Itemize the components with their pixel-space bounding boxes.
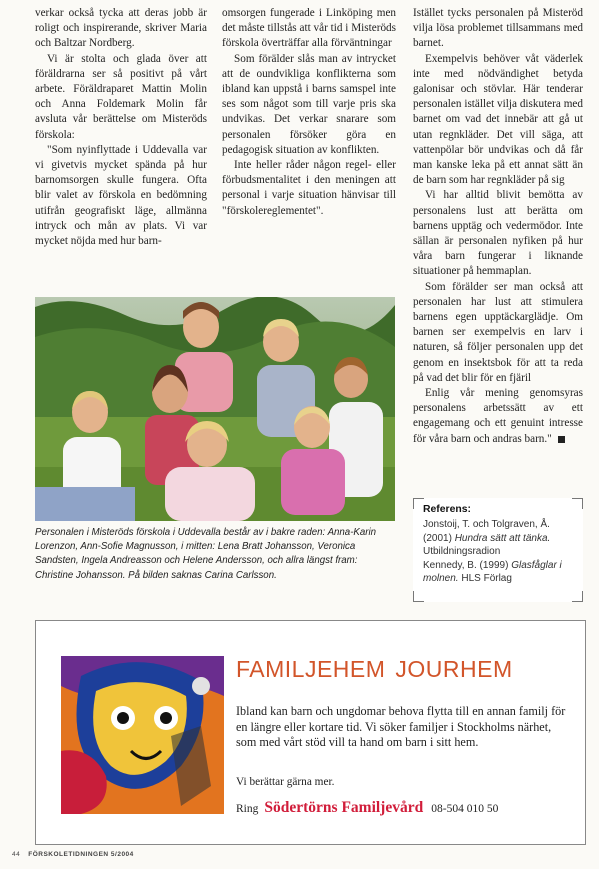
reference-publisher: Utbildningsradion	[423, 546, 501, 558]
paragraph: "Som nyinflyttade i Uddevalla var vi givetvis mycket spända på hur barnomsorgen skulle fungera. Ofta blir valet av förskola en bedömning utifrån geografiskt läge, allmänna intryck och mån av plats. Vi var mycket nöjda med hur barn-	[35, 143, 207, 248]
ad-phone[interactable]: 08-504 010 50	[431, 803, 499, 815]
paragraph-last	[413, 386, 583, 447]
paragraph: Exempelvis behöver våt väderlek inte med nödvändighet betyda galonisar och stövlar. Här tenderar personalen istället vilja diskutera med barnet om vad det innebär att gå ut utan regnkläder. Det vill säga, att vattenpölar bör undvikas och då får man kanske leka på ett annat sätt än de barn som har regnkläder på sig	[413, 52, 583, 187]
ad-body: Ibland kan barn och ungdomar behova flytta till en annan familj för en längre eller kortare tid. Vi söker familjer i Stockholms närhet, som med vårt stöd vill ta hand om barn i sitt hem.	[236, 704, 566, 749]
paragraph: Inte heller råder någon regel- eller förbudsmentalitet i den meningen att personal i varje situation hänvisar till "förskolereglementet".	[222, 159, 396, 217]
ad-small-text: Vi berättar gärna mer.	[236, 776, 335, 788]
paragraph: Vi har alltid blivit bemötta av personalens lust att berätta om barnens upptäg och vedermödor. Inte sällan är personalen nyfiken på hur våra barn fungerar i liknande situationer på hemmaplan.	[413, 189, 583, 278]
photo-caption: Personalen i Misteröds förskola i Uddevalla består av i bakre raden: Anna-Karin Lorenzon, Ann-Sofie Magnusson, i mitten: Lena Bratt Johansson, Veronica Sandsten, Ingela Andreasson och Helene Andersson, och allra längst fram: Christine Johansson. På bilden saknas Carina Carlsson.	[35, 527, 377, 581]
staff-photo-illustration	[35, 297, 395, 521]
paragraph: verkar också tycka att deras jobb är roligt och inspirerande, skriver Maria och Baltzar Nordberg.	[35, 7, 207, 50]
ad-brand-name: Södertörns Familjevård	[264, 799, 424, 816]
ad-artwork	[61, 656, 224, 814]
paragraph: Som förälder slås man av intrycket att de oundvikliga konflikterna som ibland kan uppstå i barns samspel inte ses som något som till varje pris ska undvikas. Det verkar snarare som personalen försöker göra en pedagogisk situation av konflikten.	[222, 52, 396, 156]
advertisement	[35, 620, 586, 845]
article-column-3	[413, 6, 583, 447]
paragraph: Istället tycks personalen på Misteröd vilja lösa problemet tillsammans med barnet.	[413, 7, 583, 50]
corner-mark	[572, 498, 583, 509]
reference-box	[413, 498, 583, 602]
corner-mark	[413, 591, 424, 602]
paragraph: omsorgen fungerade i Linköping men det måste tillstås att vår tid i Misteröds förskola överträffar alla förväntningar	[222, 7, 396, 50]
paragraph: Vi är stolta och glada över att föräldrarna ser så positivt på vårt arbete. Föräldraparet Mattin Molin och Anna Foldemark Molin får avsluta vår berättelse om Misteröds förskola:	[35, 52, 207, 141]
reference-title: Referens:	[423, 504, 471, 515]
ad-title-jourhem: JOURHEM	[395, 656, 513, 682]
reference-book-title: Hundra sätt att tänka.	[454, 532, 551, 544]
paragraph: Som förälder ser man också att personalen har lust att stimulera barnens egen upptäckarglädje. Om barnen ser exempelvis en larv i naturen, så följer personalen upp det genom en insektsbok för att ta reda på vad det blir för en fjäril	[413, 280, 583, 384]
paragraph-text: Enlig vår mening genomsyras personalens arbetssätt av ett engagemang och ett genuint intresse för våra barn och andras barn."	[413, 387, 583, 445]
end-mark-icon	[558, 436, 565, 443]
ad-contact	[236, 799, 498, 817]
reference-publisher: HLS Förlag	[458, 573, 512, 585]
ad-ring-label: Ring	[236, 803, 259, 815]
reference-book-title: Glasfåglar i molnen.	[423, 559, 562, 585]
reference-authors: Jonstoij, T. och Tolgraven, Å. (2001)	[423, 519, 550, 544]
ad-title	[236, 656, 513, 683]
reference-item	[423, 518, 577, 558]
corner-mark	[413, 498, 424, 509]
magazine-name: FÖRSKOLETIDNINGEN 5/2004	[28, 851, 134, 858]
reference-item	[423, 559, 577, 586]
page-number: 44	[12, 851, 21, 858]
corner-mark	[572, 591, 583, 602]
ad-title-familjehem: FAMILJEHEM	[236, 656, 386, 682]
staff-photo	[35, 297, 395, 521]
article-column-2	[222, 6, 396, 219]
page-footer	[12, 851, 134, 858]
article-column-1	[35, 6, 207, 249]
reference-authors: Kennedy, B. (1999)	[423, 559, 512, 571]
